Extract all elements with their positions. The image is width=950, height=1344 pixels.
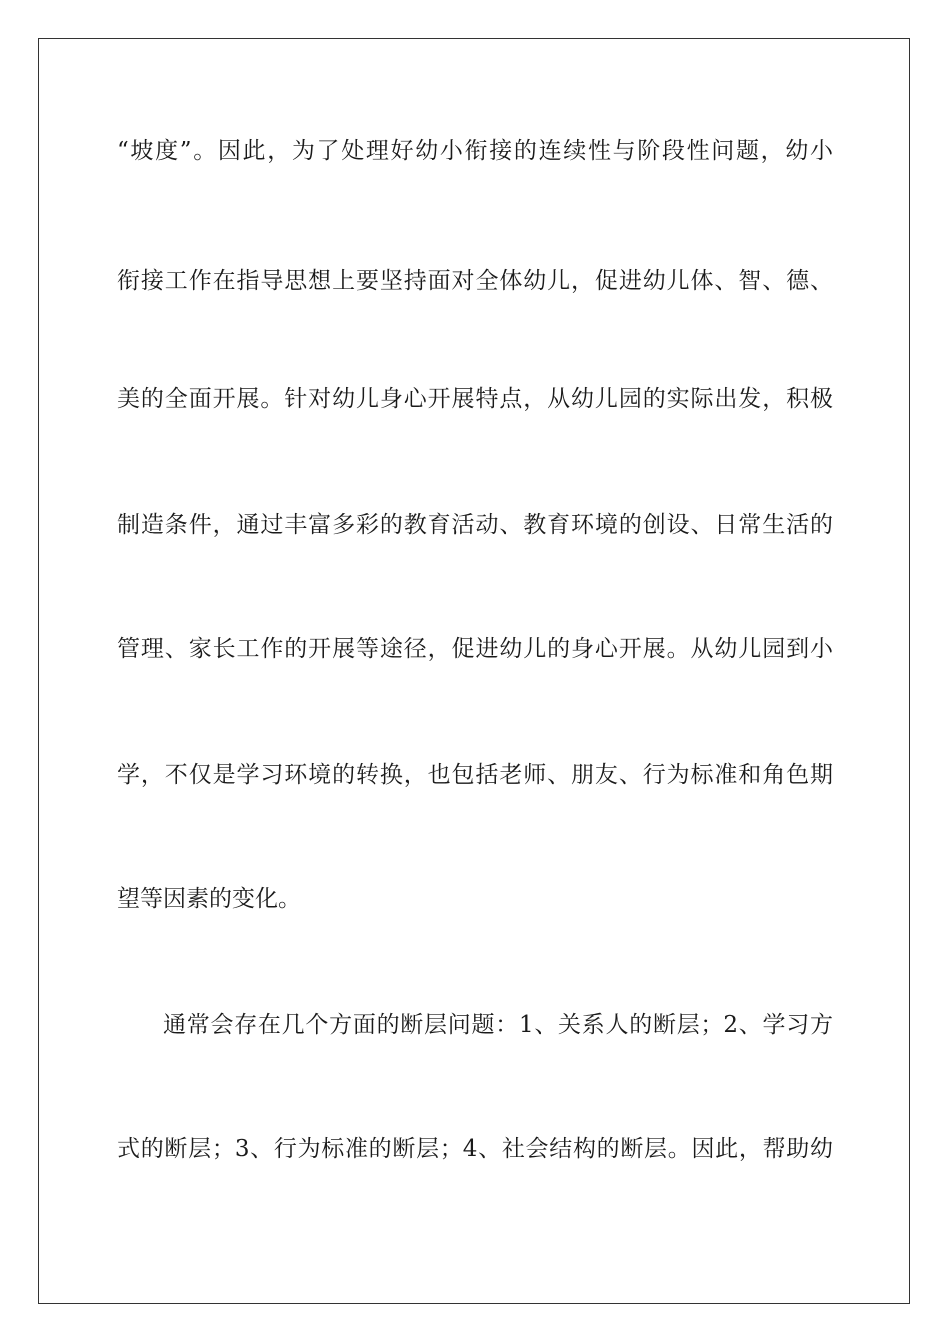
text-line-4: 制造条件，通过丰富多彩的教育活动、教育环境的创设、日常生活的 <box>117 512 833 538</box>
text-line-7: 望等因素的变化。 <box>117 886 301 912</box>
text-line-2: 衔接工作在指导思想上要坚持面对全体幼儿，促进幼儿体、智、德、 <box>117 268 833 294</box>
text-line-1: “坡度”。因此，为了处理好幼小衔接的连续性与阶段性问题，幼小 <box>117 138 833 164</box>
text-line-3: 美的全面开展。针对幼儿身心开展特点，从幼儿园的实际出发，积极 <box>117 386 833 412</box>
text-line-9: 式的断层；3、行为标准的断层；4、社会结构的断层。因此，帮助幼 <box>117 1136 833 1162</box>
text-line-8-paragraph-start: 通常会存在几个方面的断层问题：1、关系人的断层；2、学习方 <box>163 1012 833 1038</box>
text-line-6: 学，不仅是学习环境的转换，也包括老师、朋友、行为标准和角色期 <box>117 762 833 788</box>
page-frame <box>38 38 910 1304</box>
text-line-5: 管理、家长工作的开展等途径，促进幼儿的身心开展。从幼儿园到小 <box>117 636 833 662</box>
